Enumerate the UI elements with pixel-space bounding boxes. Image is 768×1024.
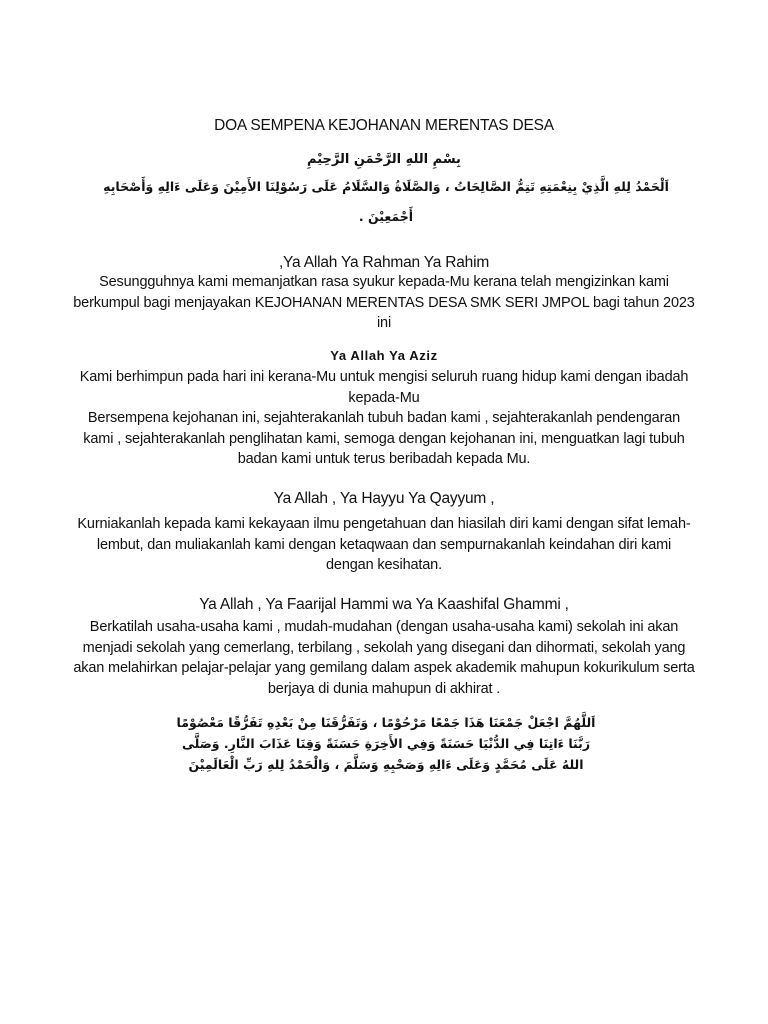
section-paragraph-kurnia: Kurniakanlah kepada kami kekayaan ilmu pengetahuan dan hiasilah diri kami dengan sifat lemah-lembut, dan muliakanlah kami dengan ketaqwaan dan sempurnakanlah keindahan diri kami dengan kesihatan. — [77, 516, 691, 573]
opening-dua: اَلْحَمْدُ لِلهِ الَّذِيْ بِنِعْمَتِهِ تَتِمُّ الصَّالِحَاتُ ، وَالصَّلَاةُ وَالسَّلَامُ عَلَى رَسُوْلِنَا الأَمِيْنَ وَعَلَى ءَالِهِ وَأَصْحَابِهِ أَجْمَعِيْنَ . — [103, 179, 669, 224]
section-paragraph-syukur: Sesungguhnya kami memanjatkan rasa syukur kepada-Mu kerana telah mengizinkan kami berkumpul bagi menjayakan KEJOHANAN MERENTAS DESA SMK SERI JMPOL bagi tahun 2023 ini — [73, 274, 695, 331]
section-heading-rahman: ,Ya Allah Ya Rahman Ya Rahim — [278, 254, 490, 271]
bismillah-text: بِسْمِ اللهِ الرَّحْمَنِ الرَّحِيْمِ — [307, 152, 461, 167]
section-heading-hayyu: Ya Allah , Ya Hayyu Ya Qayyum , — [273, 490, 495, 507]
closing-dua: اَللَّهُمَّ اجْعَلْ جَمْعَنَا هَذَا جَمْعًا مَرْحُوْمًا ، وَتَفَرُّقَنَا مِنْ بَعْدِهِ تَفَرُّقًا مَعْصُوْمًا رَبَّنَا ءَاتِنَا فِي الدُّنْيَا حَسَنَةً وَفِي الأَخِرَةِ حَسَنَةً وَقِنَا عَذَابَ النَّارِ. وَصَلَّى اللهُ عَلَى مُحَمَّدٍ وَعَلَى ءَالِهِ وَصَحْبِهِ وَسَلَّمَ ، وَالْحَمْدُ لِلهِ رَبِّ الْعَالَمِيْنَ — [176, 715, 596, 772]
section-paragraph-berkat: Berkatilah usaha-usaha kami , mudah-mudahan (dengan usaha-usaha kami) sekolah ini akan menjadi sekolah yang cemerlang, terbilang , sekolah yang disegani dan dihormati, sekolah yang akan melahirkan pelajar-pelajar yang gemilang dalam aspek akademik mahupun kokurikulum serta berjaya di dunia mahupun di akhirat . — [73, 619, 695, 697]
section-paragraph-berhimpun: Kami berhimpun pada hari ini kerana-Mu untuk mengisi seluruh ruang hidup kami dengan ibadah kepada-Mu — [79, 369, 689, 406]
section-heading-aziz: Ya Allah Ya Aziz — [330, 348, 438, 363]
document-title: DOA SEMPENA KEJOHANAN MERENTAS DESA — [214, 117, 554, 134]
section-heading-faarijal: Ya Allah , Ya Faarijal Hammi wa Ya Kaashifal Ghammi , — [199, 596, 569, 613]
section-paragraph-sejahtera: Bersempena kejohanan ini, sejahterakanlah tubuh badan kami , sejahterakanlah pendengaran kami , sejahterakanlah penglihatan kami, semoga dengan kejohanan ini, menguatkan lagi tubuh badan kami untuk terus beribadah kepada Mu. — [83, 410, 685, 467]
